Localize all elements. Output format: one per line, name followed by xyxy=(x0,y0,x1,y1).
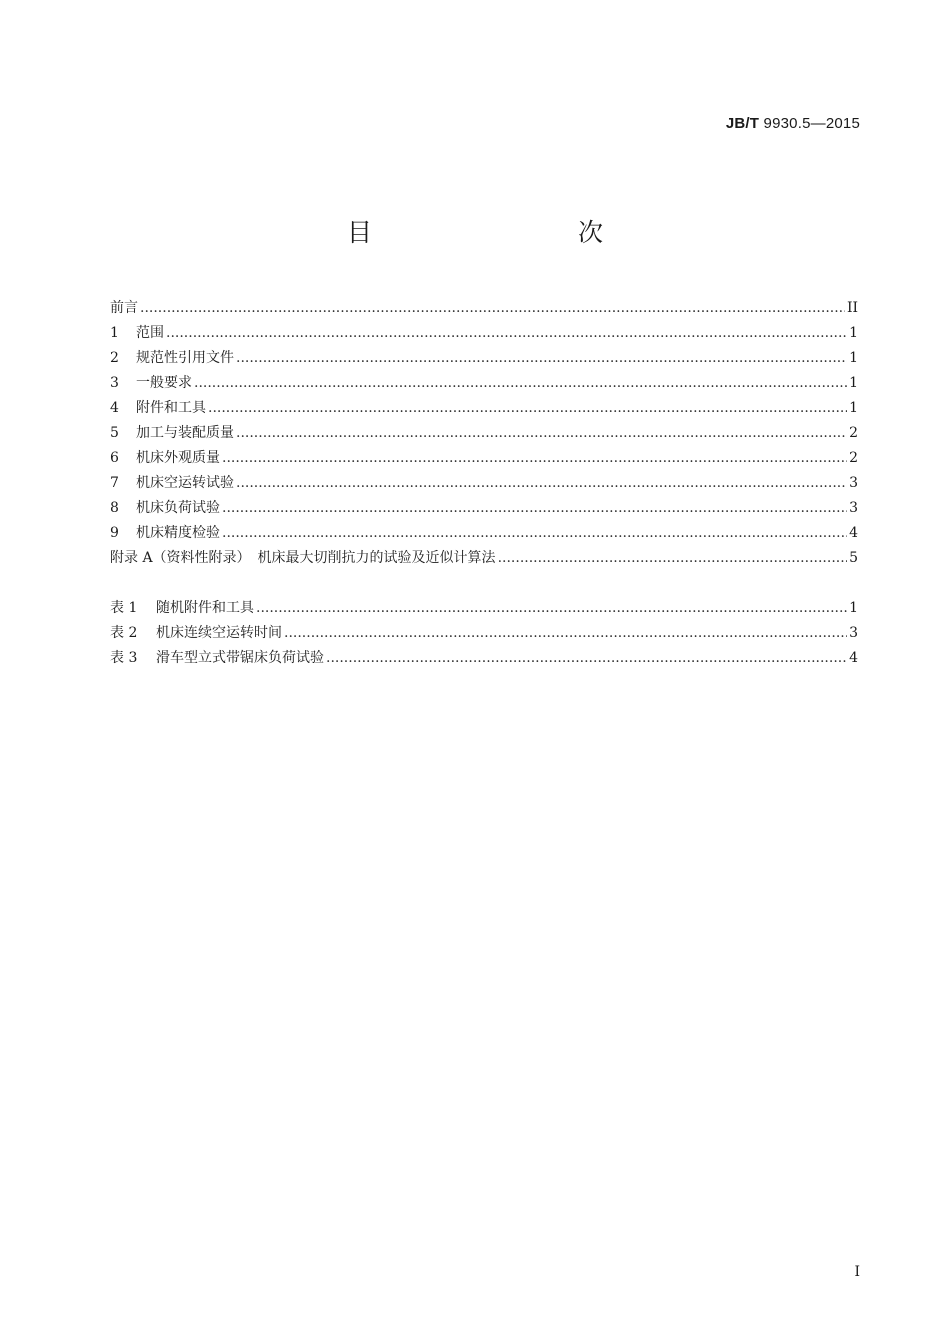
toc-entry-text: 一般要求 xyxy=(136,375,192,391)
table-entry-text: 随机附件和工具 xyxy=(156,600,254,616)
toc-entry-label: 附录 A（资料性附录） 机床最大切削抗力的试验及近似计算法 xyxy=(110,550,496,566)
toc-entry-text: 加工与装配质量 xyxy=(136,425,234,441)
toc-entry-number: 6 xyxy=(110,450,119,466)
table-entry-page: 3 xyxy=(849,625,858,641)
toc-entry-number: 9 xyxy=(110,525,119,541)
toc-entry-number: 5 xyxy=(110,425,119,441)
toc-entry-general-requirements[interactable] xyxy=(110,371,858,396)
toc-entry-label xyxy=(110,496,222,521)
toc-entry-label xyxy=(110,471,236,496)
toc-entry-page: 3 xyxy=(849,500,858,516)
toc-entry-page: 1 xyxy=(849,400,858,416)
dot-leader xyxy=(498,546,848,571)
table-entry-number: 表 1 xyxy=(110,600,138,616)
table-entry-1[interactable] xyxy=(110,596,858,621)
table-entry-label xyxy=(110,596,256,621)
toc-entry-page: 3 xyxy=(849,475,858,491)
toc-entry-accessories[interactable] xyxy=(110,396,858,421)
table-list xyxy=(110,596,858,671)
dot-leader xyxy=(222,446,847,471)
table-entry-text: 机床连续空运转时间 xyxy=(156,625,282,641)
table-entry-text: 滑车型立式带锯床负荷试验 xyxy=(156,650,324,666)
table-entry-3[interactable] xyxy=(110,646,858,671)
table-entry-label xyxy=(110,621,284,646)
table-entry-label xyxy=(110,646,326,671)
toc-entry-text: 规范性引用文件 xyxy=(136,350,234,366)
toc-entry-idle-run-test[interactable] xyxy=(110,471,858,496)
table-entry-number: 表 2 xyxy=(110,625,138,641)
table-entry-page: 4 xyxy=(849,650,858,666)
dot-leader xyxy=(194,371,847,396)
toc-entry-load-test[interactable] xyxy=(110,496,858,521)
table-entry-number: 表 3 xyxy=(110,650,138,666)
toc-entry-annex-a[interactable] xyxy=(110,546,858,571)
standard-prefix: JB/T xyxy=(725,115,760,132)
dot-leader xyxy=(166,321,847,346)
standard-number: 9930.5—2015 xyxy=(763,115,860,132)
page-title: 目 次 xyxy=(346,218,655,247)
table-entry-page: 1 xyxy=(849,600,858,616)
toc-entry-text: 范围 xyxy=(136,325,164,341)
toc-entry-label xyxy=(110,396,208,421)
toc-entry-number: 3 xyxy=(110,375,119,391)
dot-leader xyxy=(208,396,847,421)
toc-entry-text: 附件和工具 xyxy=(136,400,206,416)
toc-entry-label xyxy=(110,346,236,371)
toc-entry-appearance-quality[interactable] xyxy=(110,446,858,471)
toc-entry-text: 机床空运转试验 xyxy=(136,475,234,491)
toc-entry-foreword[interactable] xyxy=(110,296,858,321)
toc-entry-machining-quality[interactable] xyxy=(110,421,858,446)
toc-entry-number: 4 xyxy=(110,400,119,416)
standard-code xyxy=(726,115,860,132)
toc-entry-label xyxy=(110,321,166,346)
dot-leader xyxy=(222,521,847,546)
table-entry-2[interactable] xyxy=(110,621,858,646)
dot-leader xyxy=(140,296,845,321)
dot-leader xyxy=(284,621,847,646)
toc-entry-page: II xyxy=(846,300,858,316)
toc-entry-label xyxy=(110,421,236,446)
toc-entry-page: 4 xyxy=(849,525,858,541)
dot-leader xyxy=(236,471,847,496)
toc-entry-page: 1 xyxy=(849,350,858,366)
dot-leader xyxy=(256,596,847,621)
toc-entry-text: 机床外观质量 xyxy=(136,450,220,466)
toc-entry-page: 2 xyxy=(849,425,858,441)
dot-leader xyxy=(236,421,847,446)
toc-list xyxy=(110,296,858,571)
toc-entry-scope[interactable] xyxy=(110,321,858,346)
toc-entry-label xyxy=(110,521,222,546)
toc-entry-normative-references[interactable] xyxy=(110,346,858,371)
toc-entry-number: 1 xyxy=(110,325,119,341)
dot-leader xyxy=(326,646,847,671)
toc-entry-label: 前言 xyxy=(110,300,138,316)
toc-entry-accuracy-inspection[interactable] xyxy=(110,521,858,546)
toc-entry-label xyxy=(110,371,194,396)
dot-leader xyxy=(222,496,847,521)
toc-entry-page: 5 xyxy=(849,550,858,566)
toc-entry-text: 机床精度检验 xyxy=(136,525,220,541)
toc-entry-page: 2 xyxy=(849,450,858,466)
toc-entry-label xyxy=(110,446,222,471)
toc-entry-number: 8 xyxy=(110,500,119,516)
dot-leader xyxy=(236,346,847,371)
toc-entry-number: 7 xyxy=(110,475,119,491)
toc-entry-text: 机床负荷试验 xyxy=(136,500,220,516)
toc-entry-number: 2 xyxy=(110,350,119,366)
page-number: I xyxy=(854,1264,860,1280)
toc-entry-page: 1 xyxy=(849,325,858,341)
toc-entry-page: 1 xyxy=(849,375,858,391)
